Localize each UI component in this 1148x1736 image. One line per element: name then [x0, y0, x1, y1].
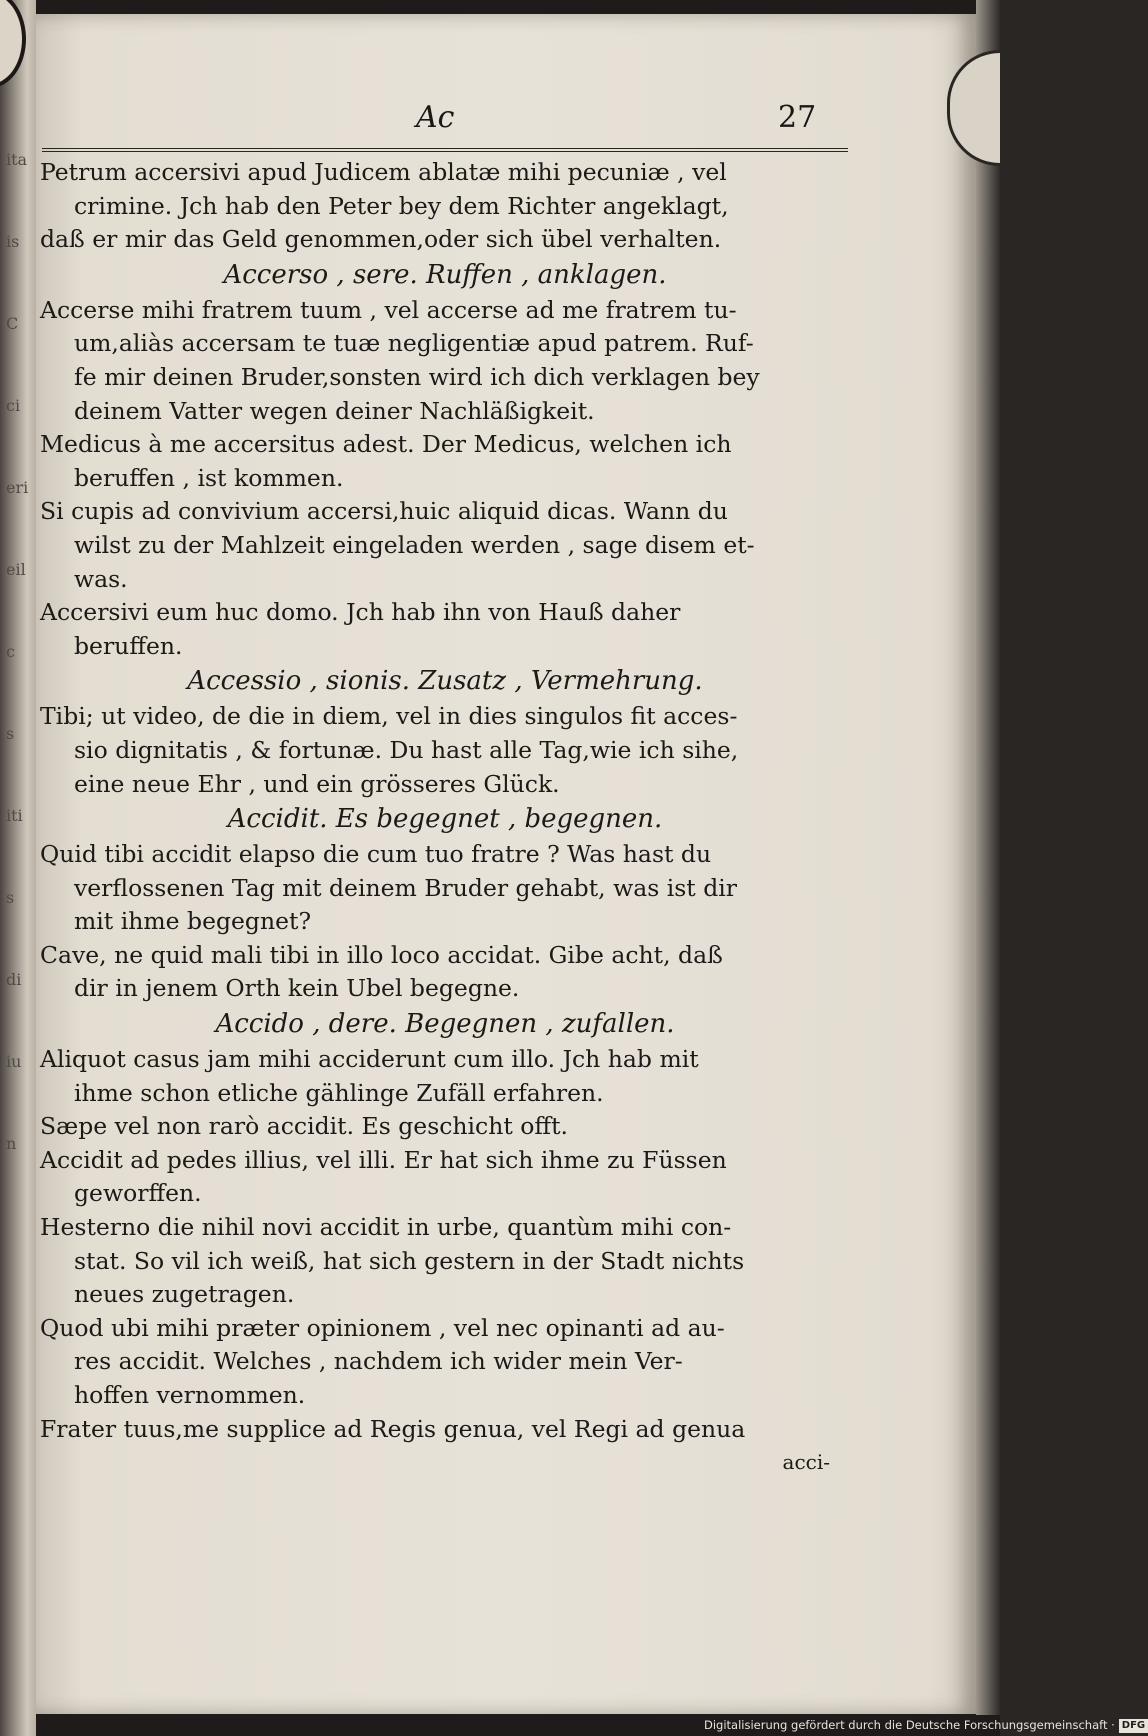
text-line: hoffen vernommen. — [74, 1381, 306, 1409]
text-line: Medicus à me accersitus adest. Der Medicus, welchen ich — [40, 430, 732, 459]
text-line: beruffen , ist kommen. — [74, 463, 344, 492]
header-rule — [42, 148, 848, 152]
text-line: wilst zu der Mahlzeit eingeladen werden , sage disem et- — [74, 530, 755, 559]
binding-ring-left — [0, 0, 26, 88]
text-line: Hesterno die nihil novi accidit in urbe, quantùm mihi con- — [40, 1213, 732, 1242]
text-line: verflossenen Tag mit deinem Bruder gehabt, was ist dir — [74, 873, 738, 902]
entry-heading: Accidit. Es begegnet , begegnen. — [227, 804, 663, 835]
margin-fragments — [6, 150, 29, 1216]
margin-fragment: ci — [6, 396, 21, 415]
text-line: Frater tuus,me supplice ad Regis genua, vel Regi ad genua — [40, 1414, 746, 1443]
catchword: acci- — [782, 1450, 830, 1475]
text-line: crimine. Jch hab den Peter bey dem Richter angeklagt, — [74, 191, 729, 220]
text-line: geworffen. — [74, 1179, 202, 1208]
text-line: Quid tibi accidit elapso die cum tuo fratre ? Was hast du — [40, 840, 712, 869]
text-line: sio dignitatis , & fortunæ. Du hast alle Tag,wie ich sihe, — [74, 735, 739, 764]
text-line: ihme schon etliche gählinge Zufäll erfahren. — [74, 1078, 604, 1107]
margin-fragment: n — [6, 1134, 17, 1153]
entry-heading: Accerso , sere. Ruffen , anklagen. — [223, 259, 667, 290]
margin-fragment: s — [6, 888, 15, 907]
margin-fragment: iti — [6, 806, 23, 825]
running-head-keyword: Ac — [416, 100, 455, 135]
text-line: daß er mir das Geld genommen,oder sich übel verhalten. — [40, 225, 722, 254]
text-line: Accidit ad pedes illius, vel illi. Er hat sich ihme zu Füssen — [40, 1145, 727, 1174]
credit-text: Digitalisierung gefördert durch die Deutsche Forschungsgemeinschaft · — [704, 1718, 1115, 1732]
text-line: Petrum accersivi apud Judicem ablatæ mihi pecuniæ , vel — [40, 158, 727, 186]
text-line: neues zugetragen. — [74, 1280, 295, 1309]
margin-fragment: eil — [6, 560, 26, 579]
margin-fragment: ita — [6, 150, 28, 169]
text-line: Si cupis ad convivium accersi,huic aliquid dicas. Wann du — [40, 497, 728, 526]
digitization-credit — [700, 1715, 1146, 1736]
margin-fragment: s — [6, 724, 15, 743]
text-line: Sæpe vel non rarò accidit. Es geschicht offt. — [40, 1112, 569, 1141]
text-line: Cave, ne quid mali tibi in illo loco accidat. Gibe acht, daß — [40, 940, 723, 969]
margin-fragment: eri — [6, 478, 29, 497]
text-line: fe mir deinen Bruder,sonsten wird ich dich verklagen bey — [74, 362, 760, 391]
page-number: 27 — [778, 100, 817, 135]
text-line: Quod ubi mihi præter opinionem , vel nec opinanti ad au- — [40, 1313, 725, 1342]
margin-fragment: di — [6, 970, 22, 989]
margin-fragment: is — [6, 232, 20, 251]
page-header — [36, 100, 976, 140]
text-line: deinem Vatter wegen deiner Nachläßigkeit. — [74, 396, 595, 425]
text-line: eine neue Ehr , und ein grösseres Glück. — [74, 769, 560, 798]
margin-fragment: C — [6, 314, 19, 333]
text-line: Tibi; ut video, de die in diem, vel in dies singulos fit acces- — [40, 702, 738, 731]
text-line: dir in jenem Orth kein Ubel begegne. — [74, 974, 520, 1003]
dfg-logo: DFG — [1119, 1719, 1148, 1733]
text-line: beruffen. — [74, 631, 183, 660]
previous-page-edge — [0, 0, 36, 1736]
text-line: stat. So vil ich weiß, hat sich gestern in der Stadt nichts — [74, 1246, 745, 1275]
text-line: res accidit. Welches , nachdem ich wider mein Ver- — [74, 1347, 683, 1376]
text-line: Accerse mihi fratrem tuum , vel accerse ad me fratrem tu- — [40, 295, 737, 324]
text-line: Aliquot casus jam mihi acciderunt cum illo. Jch hab mit — [40, 1045, 699, 1074]
book-page — [36, 14, 976, 1714]
text-line: Accersivi eum huc domo. Jch hab ihn von Hauß daher — [40, 598, 681, 627]
right-page-edge — [976, 0, 1000, 1736]
text-line: mit ihme begegnet? — [74, 907, 312, 936]
text-line: um,aliàs accersam te tuæ negligentiæ apud patrem. Ruf- — [74, 329, 754, 358]
dictionary-text — [40, 156, 850, 1480]
text-line: was. — [74, 564, 128, 593]
entry-heading: Accessio , sionis. Zusatz , Vermehrung. — [187, 666, 703, 697]
entry-heading: Accido , dere. Begegnen , zufallen. — [215, 1009, 675, 1040]
margin-fragment: c — [6, 642, 15, 661]
margin-fragment: iu — [6, 1052, 22, 1071]
